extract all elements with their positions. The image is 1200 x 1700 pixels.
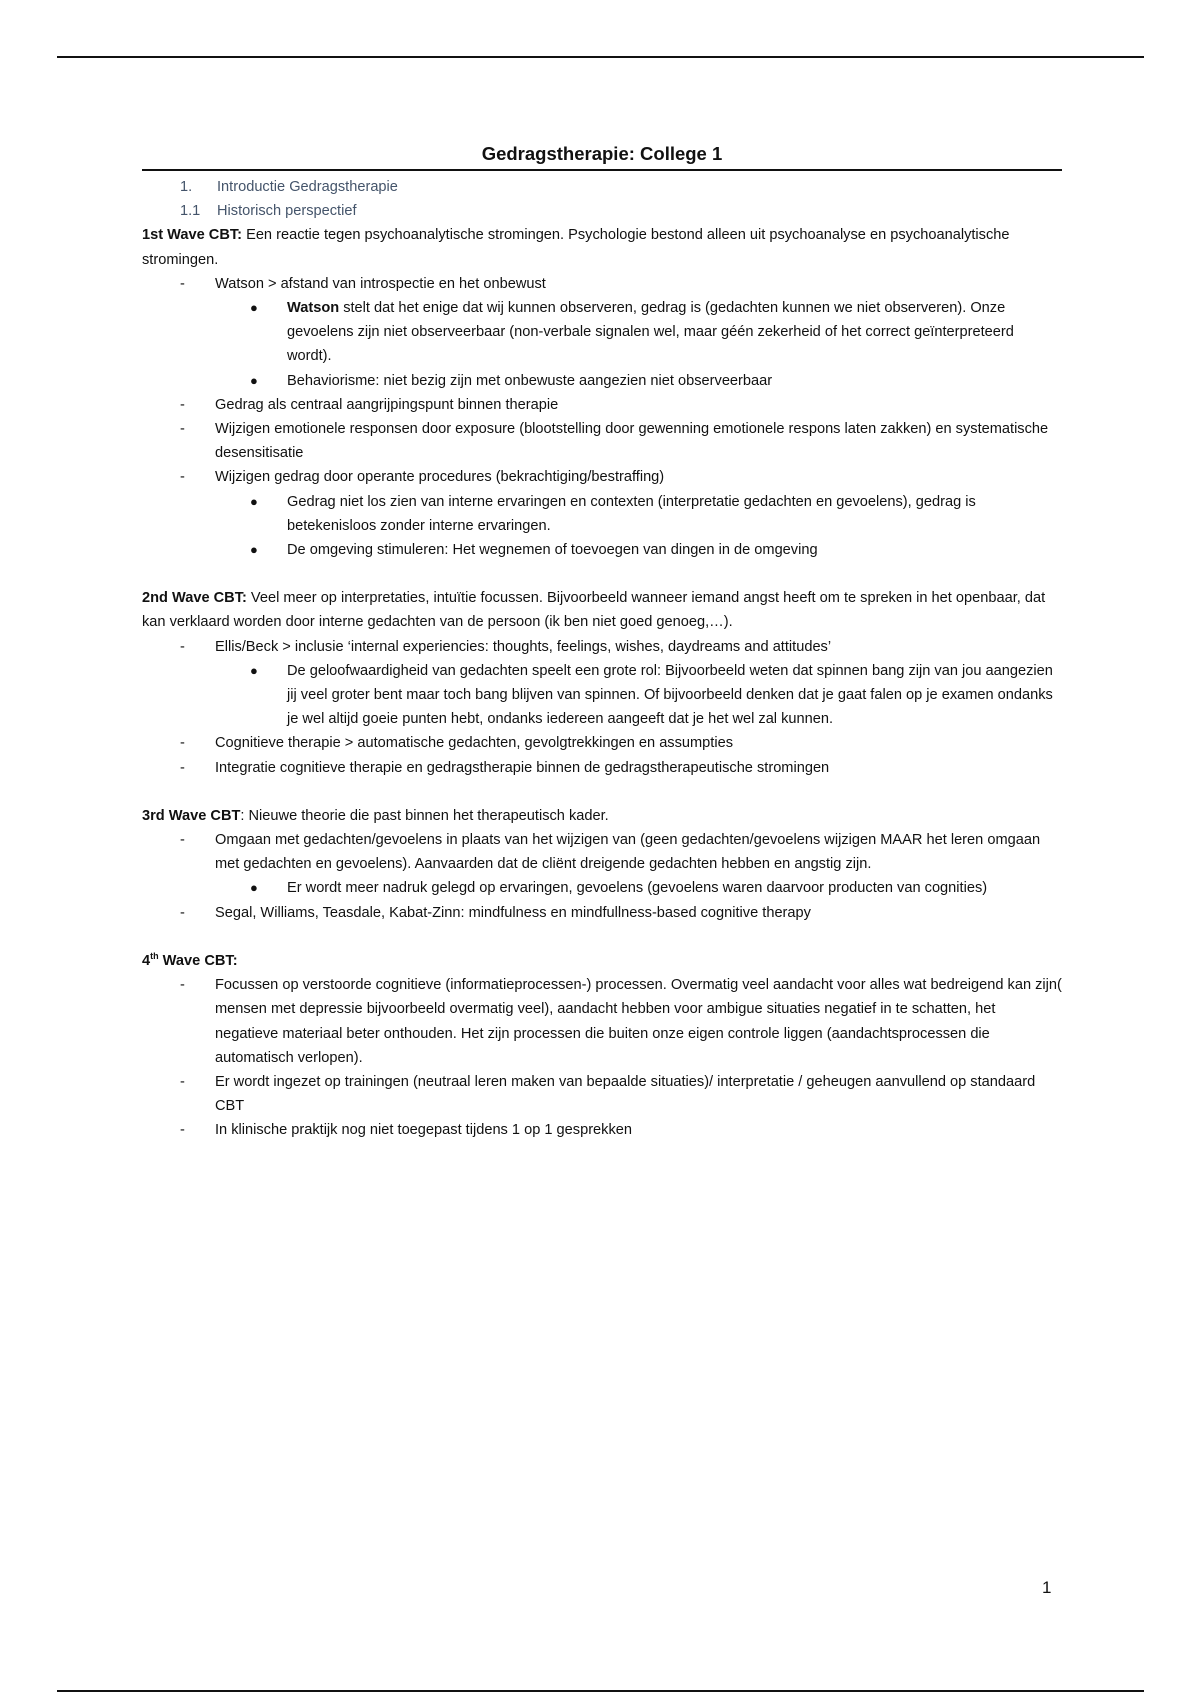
bullet-text: Er wordt meer nadruk gelegd op ervaringen, gevoelens (gevoelens waren daarvoor producten van cognities) <box>287 880 988 897</box>
wave3-intro-text: : Nieuwe theorie die past binnen het therapeutisch kader. <box>240 807 609 824</box>
bullet-item <box>142 296 1062 369</box>
dash-marker: - <box>180 1073 185 1090</box>
list-item <box>142 465 1062 489</box>
wave1-label: 1st Wave CBT: <box>142 227 243 244</box>
spacer <box>142 780 1062 804</box>
bullet-item <box>142 659 1062 732</box>
bullet-marker: ● <box>250 542 258 558</box>
wave2-intro <box>142 586 1062 634</box>
list-item-text: Focussen op verstoorde cognitieve (informatieprocessen-) processen. Overmatig veel aandacht voor alles wat bedreigend kan zijn( mensen met depressie bijvoorbeeld overmatig veel), aandacht hebben voor ambigue situaties negatief in te schatten, het negatieve materiaal beter onthouden. Het zijn processen die buiten onze eigen controle liggen (aandachtsprocessen die automatisch verlopen). <box>215 977 1062 1066</box>
dash-marker: - <box>180 469 185 486</box>
document-body <box>142 140 1062 1143</box>
toc-number: 1. <box>180 179 193 195</box>
dash-marker: - <box>180 735 185 752</box>
wave3-intro <box>142 804 1062 828</box>
dash-marker: - <box>180 421 185 438</box>
list-item <box>142 417 1062 465</box>
toc-text: Introductie Gedragstherapie <box>217 179 398 195</box>
wave4-label <box>142 953 238 969</box>
dash-marker: - <box>180 759 185 776</box>
list-item-text: Ellis/Beck > inclusie ‘internal experiencies: thoughts, feelings, wishes, daydreams and attitudes’ <box>215 638 832 655</box>
wave3-label: 3rd Wave CBT <box>142 807 241 824</box>
bullet-item <box>142 369 1062 393</box>
toc-item <box>142 175 1062 199</box>
list-item-text: Wijzigen gedrag door operante procedures (bekrachtiging/bestraffing) <box>215 469 665 486</box>
bullet-text: Gedrag niet los zien van interne ervaringen en contexten (interpretatie gedachten en gevoelens), gedrag is betekenisloos zonder interne ervaringen. <box>287 493 976 534</box>
toc-number: 1.1 <box>180 203 201 220</box>
dash-marker: - <box>180 977 185 994</box>
list-item <box>142 272 1062 296</box>
toc-item <box>142 199 1062 223</box>
dash-marker: - <box>180 638 185 655</box>
footer-rule <box>57 1690 1144 1692</box>
list-item <box>142 901 1062 925</box>
wave4-superscript: th <box>150 951 159 962</box>
page-title: Gedragstherapie: College 1 <box>142 140 1062 171</box>
list-item-text: Gedrag als centraal aangrijpingspunt binnen therapie <box>215 396 559 413</box>
list-item-text: Cognitieve therapie > automatische gedachten, gevolgtrekkingen en assumpties <box>215 735 733 752</box>
bullet-text: De omgeving stimuleren: Het wegnemen of toevoegen van dingen in de omgeving <box>287 542 818 559</box>
spacer <box>142 925 1062 949</box>
list-item-text: Wijzigen emotionele responsen door exposure (blootstelling door gewenning emotionele respons laten zakken) en systematische desensitisatie <box>215 421 1049 462</box>
list-item-text: Integratie cognitieve therapie en gedragstherapie binnen de gedragstherapeutische stromingen <box>215 759 830 776</box>
bullet-marker: ● <box>250 880 258 896</box>
list-item <box>142 1070 1062 1118</box>
spacer <box>142 562 1062 586</box>
list-item-text: Segal, Williams, Teasdale, Kabat-Zinn: mindfulness en mindfullness-based cognitive therapy <box>215 904 811 921</box>
bullet-text: Behaviorisme: niet bezig zijn met onbewuste aangezien niet observeerbaar <box>287 372 773 389</box>
list-item <box>142 635 1062 659</box>
wave1-intro <box>142 223 1062 271</box>
bullet-text: De geloofwaardigheid van gedachten speelt een grote rol: Bijvoorbeeld weten dat spinnen bang zijn van jou aangezien jij veel groter bent maar toch bang blijven van spinnen. Of bijvoorbeeld denken dat je gaat falen op je examen ondanks je wel altijd goeie punten hebt, ondanks iedereen aangeeft dat je het wel zal kunnen. <box>287 662 1053 728</box>
list-item-text: Er wordt ingezet op trainingen (neutraal leren maken van bepaalde situaties)/ interpretatie / geheugen aanvullend op standaard CBT <box>215 1073 1036 1115</box>
bullet-item <box>142 538 1062 562</box>
list-item-text: Watson > afstand van introspectie en het onbewust <box>215 275 546 292</box>
bullet-text-rest: stelt dat het enige dat wij kunnen observeren, gedrag is (gedachten kunnen we niet observeren). Onze gevoelens zijn niet observeerbaar (non-verbale signalen wel, maar géén zekerheid of het correct geïnterpreteerd wordt). <box>287 300 1014 365</box>
wave4-number: 4 <box>142 952 151 969</box>
page-number: 1 <box>1042 1578 1052 1597</box>
bullet-item <box>142 490 1062 538</box>
list-item-text: In klinische praktijk nog niet toegepast tijdens 1 op 1 gesprekken <box>215 1122 632 1139</box>
bullet-marker: ● <box>250 662 258 678</box>
list-item <box>142 393 1062 417</box>
bullet-marker: ● <box>250 300 258 316</box>
bold-term: Watson <box>287 300 340 317</box>
wave1-intro-text: Een reactie tegen psychoanalytische stromingen. Psychologie bestond alleen uit psychoanalyse en psychoanalytische stromingen. <box>142 227 1010 268</box>
dash-marker: - <box>180 275 185 292</box>
dash-marker: - <box>180 396 185 413</box>
bullet-item <box>142 876 1062 900</box>
wave4-heading <box>142 949 1062 973</box>
bullet-text <box>287 296 1062 369</box>
wave2-intro-text: Veel meer op interpretaties, intuïtie focussen. Bijvoorbeeld wanneer iemand angst heeft om te spreken in het openbaar, dat kan verklaard worden door interne gedachten van de persoon (ik ben niet goed genoeg,…). <box>142 590 1046 631</box>
bullet-marker: ● <box>250 372 258 388</box>
dash-marker: - <box>180 1122 185 1139</box>
dash-marker: - <box>180 904 185 921</box>
list-item <box>142 828 1062 876</box>
header-rule <box>57 56 1144 58</box>
dash-marker: - <box>180 832 185 849</box>
list-item <box>142 756 1062 780</box>
list-item <box>142 1118 1062 1142</box>
list-item <box>142 973 1062 1070</box>
toc-text: Historisch perspectief <box>217 203 357 220</box>
wave4-label-rest: Wave CBT: <box>158 952 238 969</box>
wave2-label: 2nd Wave CBT: <box>142 590 247 607</box>
bullet-marker: ● <box>250 493 258 509</box>
list-item <box>142 731 1062 755</box>
list-item-text: Omgaan met gedachten/gevoelens in plaats van het wijzigen van (geen gedachten/gevoelens wijzigen MAAR het leren omgaan met gedachten en gevoelens). Aanvaarden dat de cliënt dreigende gedachten hebben en angstig zijn. <box>215 832 1041 873</box>
